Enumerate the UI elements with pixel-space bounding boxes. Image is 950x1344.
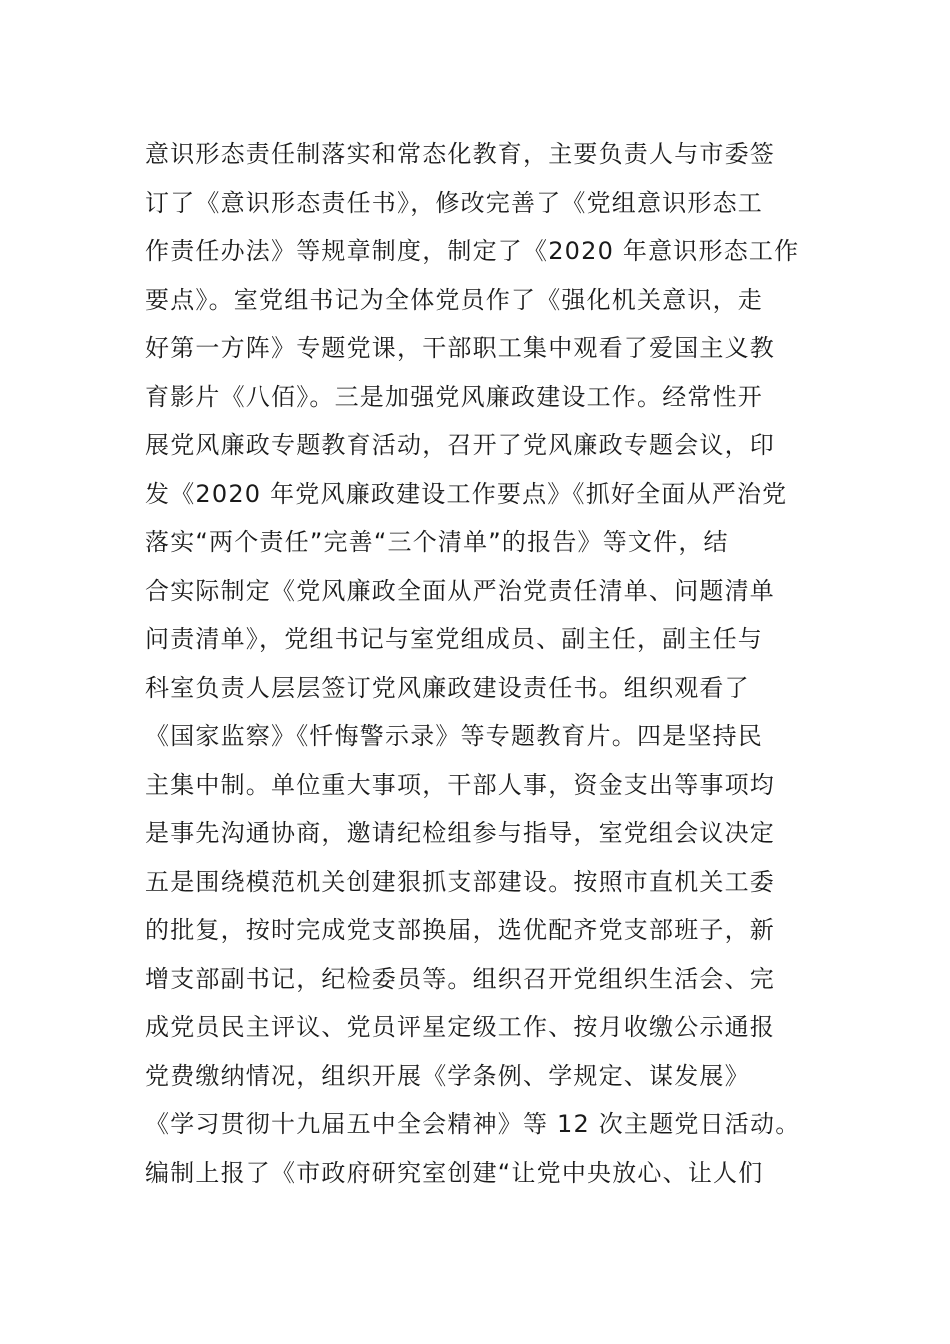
text-line-22: 编制上报了《市政府研究室创建“让党中央放心、让人们 (145, 1158, 764, 1187)
body-text (145, 130, 825, 1197)
text-line-20: 党费缴纳情况，组织开展《学条例、学规定、谋发展》 (145, 1061, 750, 1090)
text-line-11: 问责清单》，党组书记与室党组成员、副主任，副主任与 (145, 625, 763, 653)
text-line-9: 落实“两个责任”完善“三个清单”的报告》等文件，结 (145, 528, 729, 556)
text-line-19: 成党员民主评议、党员评星定级工作、按月收缴公示通报 (145, 1013, 775, 1041)
text-line-18: 增支部副书记，纪检委员等。组织召开党组织生活会、完 (145, 964, 775, 993)
text-line-10: 合实际制定《党风廉政全面从严治党责任清单、问题清单 (145, 576, 775, 605)
text-line-2: 订了《意识形态责任书》，修改完善了《党组意识形态工 (145, 188, 763, 217)
text-line-21: 《学习贯彻十九届五中全会精神》等 12 次主题党日活动。 (145, 1110, 801, 1138)
text-line-3: 作责任办法》等规章制度，制定了《2020 年意识形态工作 (145, 237, 800, 265)
text-line-12: 科室负责人层层签订党风廉政建设责任书。组织观看了 (145, 673, 750, 702)
text-line-17: 的批复，按时完成党支部换届，选优配齐党支部班子，新 (145, 916, 775, 944)
text-line-14: 主集中制。单位重大事项，干部人事，资金支出等事项均 (145, 770, 775, 799)
text-line-7: 展党风廉政专题教育活动，召开了党风廉政专题会议，印 (145, 431, 775, 459)
text-line-13: 《国家监察》《忏悔警示录》等专题教育片。四是坚持民 (145, 722, 763, 750)
text-line-15: 是事先沟通协商，邀请纪检组参与指导，室党组会议决定 (145, 819, 775, 847)
text-line-16: 五是围绕模范机关创建狠抓支部建设。按照市直机关工委 (145, 867, 775, 896)
text-line-5: 好第一方阵》专题党课，干部职工集中观看了爱国主义教 (145, 334, 775, 362)
text-line-4: 要点》。室党组书记为全体党员作了《强化机关意识，走 (145, 285, 763, 314)
text-line-8: 发《2020 年党风廉政建设工作要点》《抓好全面从严治党 (145, 479, 788, 508)
text-line-1: 意识形态责任制落实和常态化教育，主要负责人与市委签 (145, 140, 775, 168)
text-line-6: 育影片《八佰》。三是加强党风廉政建设工作。经常性开 (145, 382, 763, 411)
